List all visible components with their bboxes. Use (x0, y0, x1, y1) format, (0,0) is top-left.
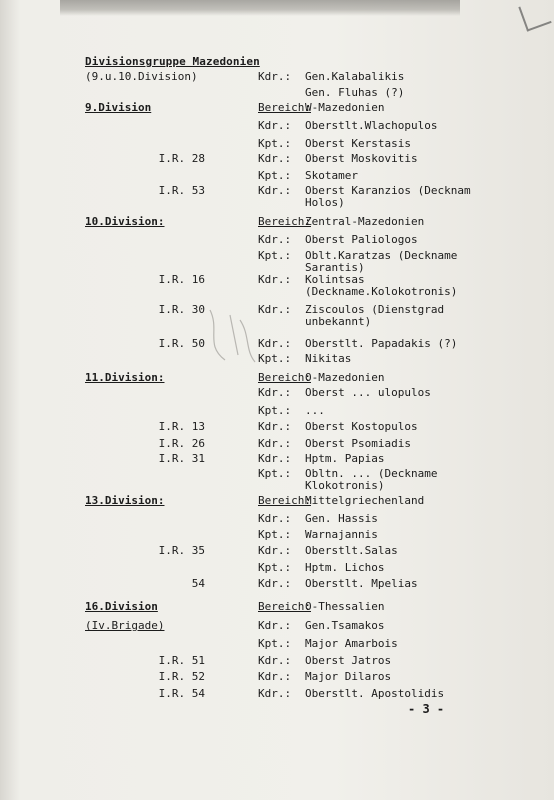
role-label: Kdr.: (258, 152, 292, 165)
pencil-mark (200, 300, 260, 370)
division-label: 10.Division: (85, 215, 165, 228)
section-subtitle: (9.u.10.Division) (85, 70, 198, 83)
officer-name: Major Dilaros (305, 670, 392, 683)
officer-name: ... (305, 404, 325, 417)
role-label: Kdr.: (258, 70, 292, 83)
officer-name: Oberst ... ulopulos (305, 386, 431, 399)
officer-name: Oberstlt.Wlachopulos (305, 119, 438, 132)
corner-mark (518, 0, 551, 32)
officer-name: Oberstlt. Mpelias (305, 577, 418, 590)
officer-name: Gen. Hassis (305, 512, 378, 525)
officer-name: O-Mazedonien (305, 371, 385, 384)
role-label: Kpt.: (258, 352, 292, 365)
regiment-label: I.R. 51 (158, 654, 205, 667)
officer-name: Oberstlt.Salas (305, 544, 398, 557)
officer-name: Oberst Jatros (305, 654, 392, 667)
role-label: Kdr.: (258, 670, 292, 683)
role-label: Kdr.: (258, 654, 292, 667)
regiment-label: I.R. 30 (158, 303, 205, 316)
officer-name: W-Mazedonien (305, 101, 385, 114)
role-label: Bereich: (258, 494, 311, 507)
officer-name: Oberst Karanzios (Decknam Holos) (305, 184, 471, 209)
regiment-label: I.R. 26 (158, 437, 205, 450)
officer-name: Oberst Kerstasis (305, 137, 411, 150)
regiment-label: I.R. 28 (158, 152, 205, 165)
regiment-label: 54 (191, 577, 205, 590)
officer-name: Gen.Tsamakos (305, 619, 385, 632)
role-label: Kpt.: (258, 528, 292, 541)
regiment-label: I.R. 35 (158, 544, 205, 557)
role-label: Kdr.: (258, 512, 292, 525)
role-label: Kdr.: (258, 273, 292, 286)
officer-name: Warnajannis (305, 528, 378, 541)
role-label: Kdr.: (258, 687, 292, 700)
regiment-label: I.R. 13 (158, 420, 205, 433)
officer-name: Obltn. ... (Deckname Klokotronis) (305, 467, 438, 492)
role-label: Kdr.: (258, 619, 292, 632)
role-label: Kdr.: (258, 303, 292, 316)
role-label: Bereich: (258, 101, 311, 114)
officer-name: Oblt.Karatzas (Deckname Sarantis) (305, 249, 458, 274)
page-number: - 3 - (408, 702, 445, 716)
officer-name: Oberst Kostopulos (305, 420, 418, 433)
officer-name: Hptm. Papias (305, 452, 385, 465)
role-label: Kdr.: (258, 184, 292, 197)
regiment-label: I.R. 54 (158, 687, 205, 700)
division-label: 13.Division: (85, 494, 165, 507)
regiment-label: I.R. 50 (158, 337, 205, 350)
section-title: Divisionsgruppe Mazedonien (85, 55, 260, 68)
role-label: Bereich: (258, 371, 311, 384)
role-label: Kdr.: (258, 337, 292, 350)
regiment-label: I.R. 31 (158, 452, 205, 465)
role-label: Kdr.: (258, 544, 292, 557)
officer-name: O-Thessalien (305, 600, 385, 613)
division-label: 16.Division (85, 600, 158, 613)
role-label: Kdr.: (258, 452, 292, 465)
role-label: Kdr.: (258, 437, 292, 450)
role-label: Kdr.: (258, 119, 292, 132)
role-label: Kpt.: (258, 404, 292, 417)
role-label: Kpt.: (258, 249, 292, 262)
role-label: Kdr.: (258, 233, 292, 246)
officer-name: Oberstlt. Papadakis (?) (305, 337, 458, 350)
officer-name: Oberst Paliologos (305, 233, 418, 246)
officer-name: Hptm. Lichos (305, 561, 385, 574)
officer-name: Nikitas (305, 352, 352, 365)
role-label: Kpt.: (258, 137, 292, 150)
scan-edge-shadow (60, 0, 460, 16)
regiment-label: I.R. 16 (158, 273, 205, 286)
officer-name: Gen. Fluhas (?) (305, 86, 405, 99)
role-label: Kdr.: (258, 577, 292, 590)
regiment-label: I.R. 52 (158, 670, 205, 683)
officer-name: Major Amarbois (305, 637, 398, 650)
role-label: Kdr.: (258, 420, 292, 433)
officer-name: Mittelgriechenland (305, 494, 425, 507)
regiment-label: I.R. 53 (158, 184, 205, 197)
role-label: Bereich: (258, 215, 311, 228)
officer-name: Zentral-Mazedonien (305, 215, 425, 228)
officer-name: Oberst Moskovitis (305, 152, 418, 165)
division-label: (Iv.Brigade) (85, 619, 165, 632)
officer-name: Oberstlt. Apostolidis (305, 687, 445, 700)
role-label: Kpt.: (258, 467, 292, 480)
role-label: Kdr.: (258, 386, 292, 399)
role-label: Kpt.: (258, 561, 292, 574)
division-label: 9.Division (85, 101, 152, 114)
officer-name: Ziscoulos (Dienstgrad unbekannt) (305, 303, 445, 328)
officer-name: Skotamer (305, 169, 358, 182)
officer-name: Oberst Psomiadis (305, 437, 411, 450)
division-label: 11.Division: (85, 371, 165, 384)
role-label: Kpt.: (258, 169, 292, 182)
role-label: Kpt.: (258, 637, 292, 650)
officer-name: Kolintsas (Deckname.Kolokotronis) (305, 273, 458, 298)
role-label: Bereich: (258, 600, 311, 613)
officer-name: Gen.Kalabalikis (305, 70, 405, 83)
